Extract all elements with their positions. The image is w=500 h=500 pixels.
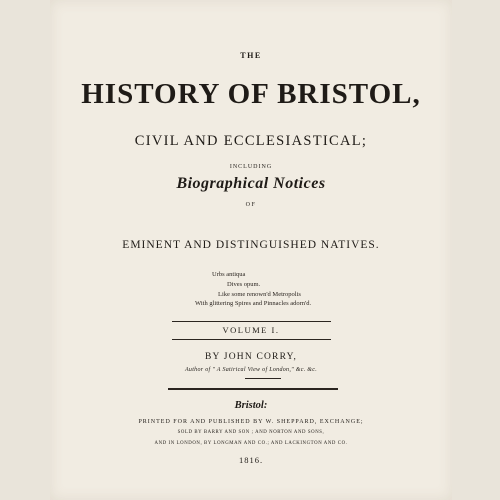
epigraph-line-1: Urbs antiqua — [212, 271, 246, 278]
epigraph-line-3: Like some renown'd Metropolis — [218, 291, 301, 298]
including-label: INCLUDING — [229, 164, 273, 170]
volume-rule-bottom — [172, 339, 331, 340]
volume-rule-top — [172, 321, 331, 322]
of-label: OF — [245, 202, 257, 208]
imprint-place: Bristol: — [234, 400, 268, 411]
author-note: Author of " A Satirical View of London," &c. &c. — [184, 367, 318, 373]
biographical-notices: Biographical Notices — [176, 175, 326, 192]
epigraph-line-4: With glittering Spires and Pinnacles adorn'd. — [195, 300, 312, 307]
imprint-sold-2: AND IN LONDON, BY LONGMAN AND CO.; AND LACKINGTON AND CO. — [154, 441, 348, 446]
imprint-sold-1: SOLD BY BARRY AND SON ; AND NORTON AND SONS, — [177, 430, 325, 435]
author-line: BY JOHN CORRY, — [204, 352, 298, 362]
imprint-divider — [168, 388, 338, 390]
imprint-printed: PRINTED FOR AND PUBLISHED BY W. SHEPPARD, EXCHANGE; — [138, 419, 364, 425]
imprint-year: 1816. — [238, 455, 264, 465]
natives-line: EMINENT AND DISTINGUISHED NATIVES. — [122, 239, 380, 251]
article-the: THE — [240, 51, 262, 60]
epigraph-line-2: Dives opum. — [227, 281, 261, 288]
subtitle: CIVIL AND ECCLESIASTICAL; — [134, 133, 368, 149]
title-page — [50, 0, 452, 500]
volume-label: VOLUME I. — [222, 325, 280, 335]
short-divider — [245, 378, 281, 379]
main-title: HISTORY OF BRISTOL, — [81, 78, 421, 110]
